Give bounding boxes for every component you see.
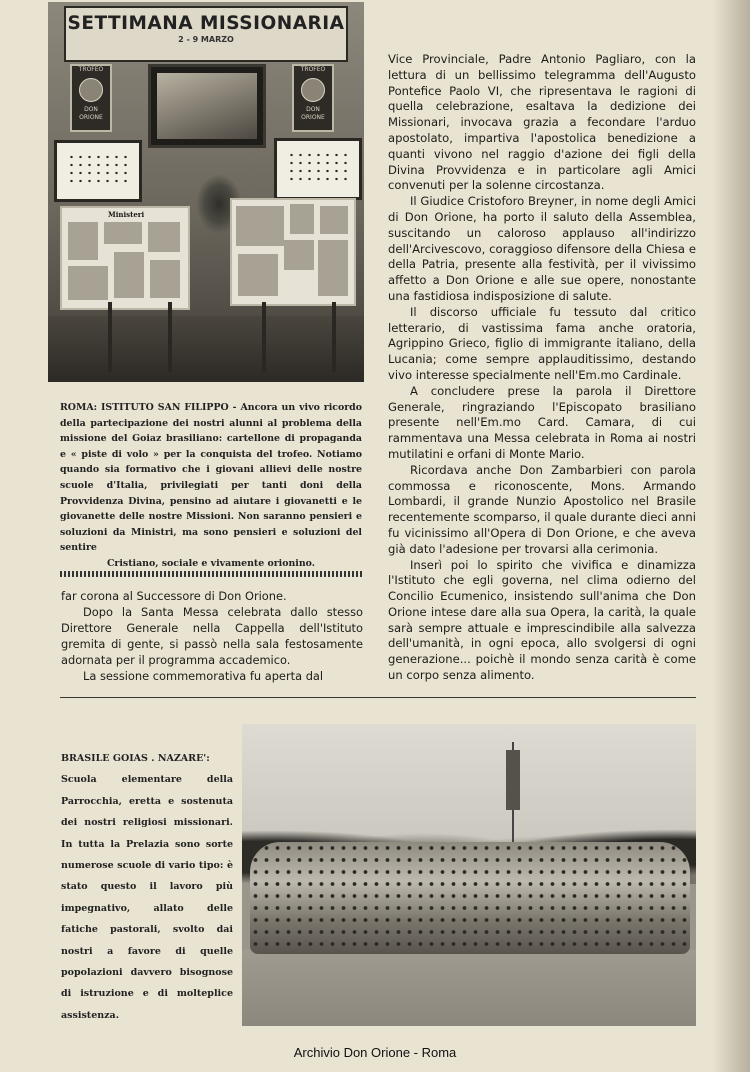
right-paragraph-5: Ricordava anche Don Zambarbieri con parola commossa e riconoscente, Mons. Armando Lombardi, il grande Nunzio Apostolico nel Brasile recentemente scomparso, il quale durante dieci anni fu vicinissimo all'Opera di Don Orione, e che aveva già dato l'adesione per trovarsi alla cerimonia. bbox=[388, 462, 696, 556]
board-right bbox=[230, 198, 356, 306]
bottom-caption-text: Scuola elementare della Parrocchia, eretta e sostenuta dei nostri religiosi missionari. In tutta la Prelazia sono sorte numerose scuole di vario tipo: è stato questo il lavoro più impegnativo, allato delle fatiche pastorali, svolto dai nostri a favore di quelle popolazioni davvero bisognose di istruzione e di molteplice assistenza. bbox=[61, 774, 233, 1021]
right-paragraph-1: Vice Provinciale, Padre Antonio Pagliaro, con la lettura di un bellissimo telegramma dell'Augusto Pontefice Paolo VI, che ripresentava le ragioni di quella celebrazione, esaltava la dedizione dei Missionari, invocava grazia a fecondare l'arduo apostolato, impartiva l'apostolica benedizione a quanti vivono nel raggio d'azione dei figli della Divina Provvidenza e in particolare agli Amici convenuti per la solenne circostanza. bbox=[388, 52, 696, 193]
top-caption-last-line: Cristiano, sociale e vivamente orionino. bbox=[106, 557, 316, 569]
banner-subtitle: 2 - 9 MARZO bbox=[178, 35, 234, 44]
board-left bbox=[60, 206, 190, 310]
trophy-left-label: TROFEO bbox=[78, 66, 104, 73]
poster-main bbox=[148, 64, 266, 148]
trophy-emblem-icon bbox=[79, 78, 103, 102]
right-column-text bbox=[388, 52, 696, 684]
dotted-divider bbox=[60, 571, 362, 577]
archive-footer: Archivio Don Orione - Roma bbox=[293, 1045, 457, 1060]
trophy-right bbox=[292, 64, 334, 132]
right-paragraph-2: Il Giudice Cristoforo Breyner, in nome degli Amici di Don Orione, ha porto il saluto della Assemblea, suscitando un caloroso applauso all'indirizzo dell'Arcivescovo, coraggioso difensore della Chiesa e della Patria, presente alla festività, per il vivissimo affetto a Don Orione e alle sue opere, nonostante una fastidiosa indisposizione di salute. bbox=[388, 194, 696, 303]
top-caption-text: ROMA: ISTITUTO SAN FILIPPO - Ancora un vivo ricordo della partecipazione dei nostri alunni al problema della missione del Goiaz brasiliano: cartellone di propaganda e « piste di volo » per la conquista del trofeo. Notiamo quando sia formativo che i giovani allievi delle nostre scuole d'Italia, privilegiati per tanti doni della Provvidenza Divina, pensino ad aiutare i giovanetti e le giovanette delle nostre Missioni. Non saranno pensieri e soluzioni da Ministri, ma sono pensieri e soluzioni del sentire bbox=[60, 402, 362, 554]
banner-title: SETTIMANA MISSIONARIA bbox=[67, 13, 345, 34]
trophy-left bbox=[70, 64, 112, 132]
right-paragraph-3: Il discorso ufficiale fu tessuto dal critico letterario, di vastissima fama anche oratoria, Agrippino Grieco, figlio di immigrante italiano, della Lucania; come sempre applauditissimo, destando vivo interesse specialmente nell'Em.mo Cardinale. bbox=[388, 304, 696, 382]
map-left bbox=[54, 140, 142, 202]
bottom-caption-heading: BRASILE GOIAS . NAZARE': bbox=[61, 753, 210, 764]
left-paragraph-2: Dopo la Santa Messa celebrata dallo stesso Direttore Generale nella Cappella dell'Istituto gremita di gente, si passò nella sala festosamente adornata per il programma accademico. bbox=[61, 605, 363, 667]
photo-floor bbox=[48, 316, 364, 382]
trophy-right-label: TROFEO bbox=[300, 66, 326, 73]
flag-icon bbox=[506, 750, 520, 810]
board-left-label: Ministeri bbox=[108, 210, 145, 219]
right-paragraph-4: A concludere prese la parola il Direttore Generale, ringraziando l'Episcopato brasiliano presente nell'Em.mo Card. Camara, di cui rammentava una Messa celebrata in Roma ai nostri mutilatini e orfani di Monte Mario. bbox=[388, 383, 696, 461]
trophy-emblem-icon bbox=[301, 78, 325, 102]
trophy-right-caption: DON ORIONE bbox=[301, 106, 325, 121]
left-paragraph-1: far corona al Successore di Don Orione. bbox=[61, 589, 287, 603]
top-photo-caption bbox=[60, 400, 362, 572]
right-paragraph-6: Inserì poi lo spirito che vivifica e dinamizza l'Istituto che egli governa, nel clima odierno del Concilio Ecumenico, insistendo sull'anima che Don Orione intese dare alla sua Opera, la carità, la quale sarà sempre attuale e imprescindibile alla salvezza dell'umanità, in ogni epoca, allo svolgersi di ogni generazione... poichè il mondo senza carità è come un corpo senza alimento. bbox=[388, 557, 696, 683]
photo-ground bbox=[242, 950, 696, 1026]
photo-school-group bbox=[242, 724, 696, 1026]
trophy-left-caption: DON ORIONE bbox=[79, 106, 103, 121]
map-right bbox=[274, 138, 362, 200]
photo-banner bbox=[64, 6, 348, 62]
left-paragraph-3: La sessione commemorativa fu aperta dal bbox=[83, 669, 324, 683]
left-column-text bbox=[61, 588, 363, 684]
horizontal-rule bbox=[60, 697, 696, 698]
bottom-photo-caption bbox=[61, 748, 233, 1026]
photo-exhibition-board bbox=[48, 2, 364, 382]
photo-crowd bbox=[250, 842, 690, 954]
page-edge-shadow bbox=[712, 0, 750, 1072]
